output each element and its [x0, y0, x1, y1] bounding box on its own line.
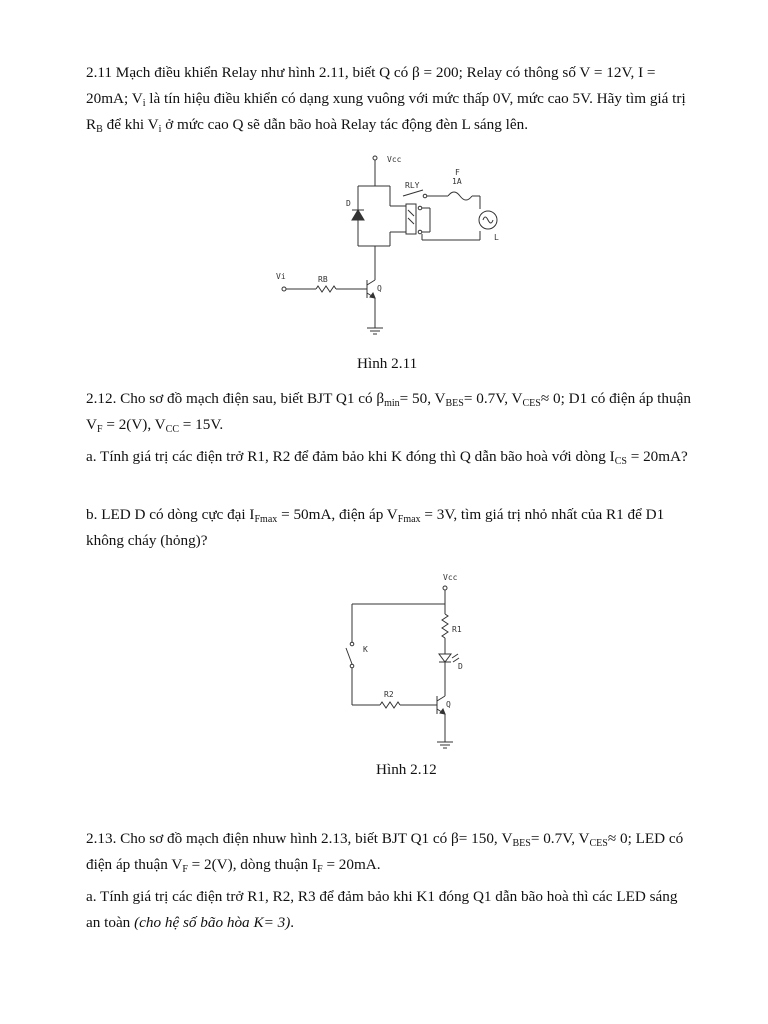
figure-2-12-caption: Hình 2.12: [376, 761, 437, 778]
problem-2-12-question-a: a. Tính giá trị các điện trở R1, R2 để đảm bảo khi K đóng thì Q dẫn bão hoà với dòng $I_{CS} = 20mA$?: [86, 448, 688, 467]
vcc-terminal: [443, 586, 447, 590]
vcc-label: Vcc: [387, 155, 402, 164]
relay-label: RLY: [405, 181, 420, 190]
fuse-label: F: [455, 168, 460, 177]
r1-resistor: [442, 614, 448, 638]
fuse-rating: 1A: [452, 177, 462, 186]
r2-label: R2: [384, 690, 394, 699]
figure-2-11-caption: Hình 2.11: [357, 355, 418, 372]
vi-label: Vi: [276, 272, 286, 281]
switch-k: [346, 648, 352, 664]
problem-2-11-text: 2.11 Mạch điều khiển Relay như hình 2.11, biết Q có β = 200; Relay có thông số V = 12V, I = 20mA; $V_i$ là tín hiệu điều khiển có dạng xung vuông với mức thấp 0V, mức cao 5V. Hãy tìm giá trị $R_B$ để khi $V_i$ ở mức cao Q sẽ dẫn bão hoà Relay tác động đèn L sáng lên.: [86, 64, 686, 135]
q-label: Q: [377, 284, 382, 293]
led-label: D: [458, 662, 463, 671]
lamp-label: L: [494, 233, 499, 242]
problem-2-13-intro: 2.13. Cho sơ đồ mạch điện nhuw hình 2.13, biết BJT Q1 có β= 150, $V_{BES}= 0.7V$, $V_{CES}\approx 0$; LED có điện áp thuận $V_F = 2(V)$, dòng thuận $I_F = 20mA$.: [86, 830, 684, 875]
problem-2-12-intro: 2.12. Cho sơ đồ mạch điện sau, biết BJT Q1 có $\beta_{min}= 50$, $V_{BES}= 0.7V$, $V_{CES}\approx 0$; D1 có điện áp thuận $V_F = 2(V)$, $V_{CC} = 15V$.: [86, 390, 691, 435]
problem-2-13-question-a: a. Tính giá trị các điện trở R1, R2, R3 để đảm bảo khi K1 đóng Q1 dẫn bão hoà thì các LED sáng an toàn (cho hệ số bão hòa K= 3).: [86, 888, 678, 931]
r1-label: R1: [452, 625, 462, 634]
problem-2-12-question-b: b. LED D có dòng cực đại $I_{Fmax} = 50mA$, điện áp $V_{Fmax} = 3V$, tìm giá trị nhỏ nhất của R1 để D1 không cháy (hỏng)?: [86, 506, 665, 549]
diode-label: D: [346, 199, 351, 208]
q-label: Q: [446, 700, 451, 709]
led-symbol: [439, 654, 451, 662]
switch-label: K: [363, 645, 368, 654]
rb-label: RB: [318, 275, 328, 284]
vcc-label: Vcc: [443, 573, 458, 582]
r2-resistor: [380, 702, 400, 708]
